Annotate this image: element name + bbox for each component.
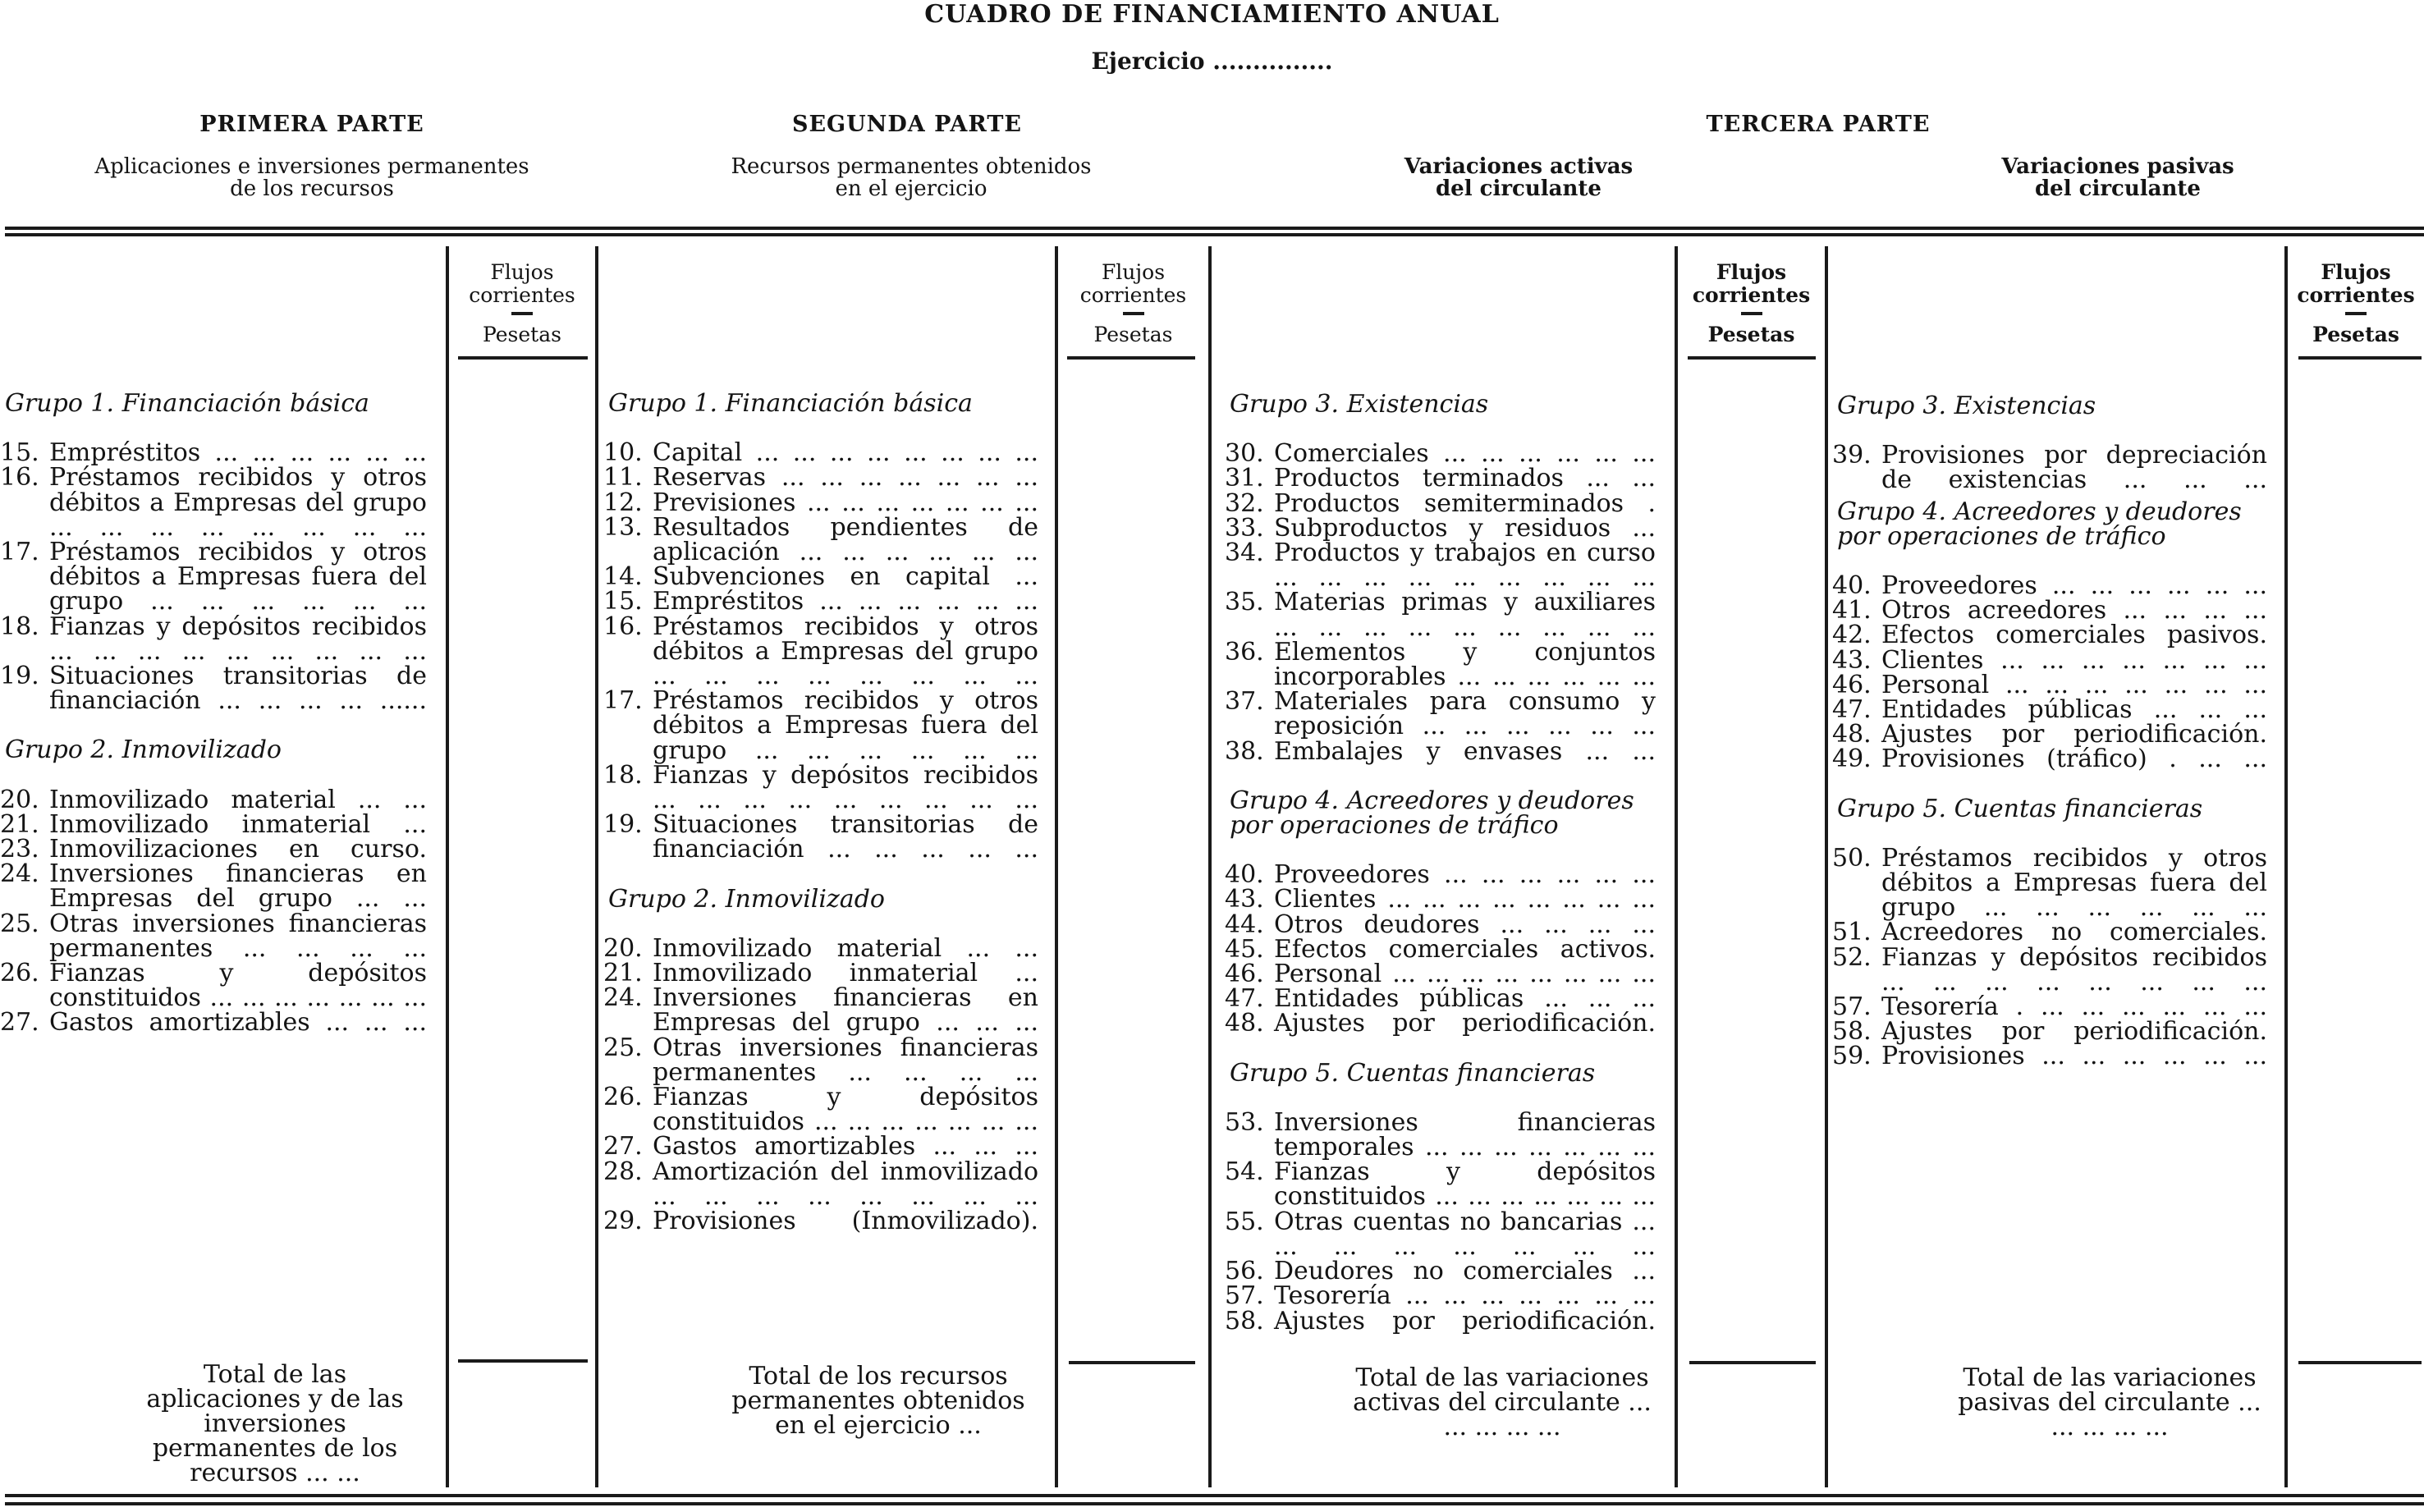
account-number: 26. — [603, 1083, 643, 1112]
account-description: Clientes ... ... ... ... ... ... ... — [1881, 645, 2267, 675]
account-description: Entidades públicas ... ... ... — [1881, 695, 2267, 725]
account-number: 58. — [1832, 1017, 1872, 1047]
account-item — [603, 1134, 1038, 1159]
account-item — [1225, 1207, 1656, 1261]
corrientes-label: corrientes — [1079, 283, 1187, 307]
account-item — [603, 686, 1038, 765]
account-number: 39. — [1832, 441, 1872, 470]
account-number: 21. — [0, 809, 39, 839]
account-number: 32. — [1225, 488, 1264, 518]
account-item — [0, 540, 427, 615]
flujos-label: Flujos — [2321, 260, 2391, 284]
account-description: Productos semiterminados . — [1274, 488, 1656, 518]
account-number: 20. — [0, 785, 39, 814]
account-number: 18. — [603, 760, 643, 790]
account-number: 25. — [0, 909, 39, 938]
flujos-header-3 — [1678, 261, 1825, 346]
group-heading: Grupo 1. Financiación básica — [5, 389, 369, 418]
account-description: Fianzas y depósitos constituidos ... ... ... ... ... ... ... — [1274, 1157, 1656, 1212]
account-number: 14. — [603, 562, 643, 592]
account-item — [603, 933, 1038, 963]
account-item — [0, 438, 427, 468]
account-item — [1225, 637, 1656, 692]
account-description: Provisiones por depreciación de existencias ... ... ... — [1881, 441, 2267, 495]
account-item — [1225, 984, 1656, 1014]
account-item — [1225, 1306, 1656, 1336]
account-description: Fianzas y depósitos recibidos ... ... ... ... ... ... ... ... ... — [653, 760, 1038, 815]
pasivas-subtitle-line-2: del circulante — [2035, 176, 2201, 201]
account-description: Deudores no comerciales ... — [1274, 1257, 1656, 1286]
account-number: 37. — [1225, 687, 1264, 717]
account-description: Efectos comerciales pasivos. — [1881, 621, 2267, 650]
total-rule-2 — [1069, 1361, 1195, 1364]
account-description: Fianzas y depósitos constituidos ... ... ... ... ... ... ... — [49, 959, 427, 1013]
account-description: Situaciones transitorias de financiación ... ... ... ... ...... — [49, 662, 427, 716]
account-item — [1832, 992, 2267, 1022]
column-recursos — [603, 389, 1038, 1236]
total-aplicaciones: Total de las aplicaciones y de las inversiones permanentes de los recursos ... ... — [146, 1360, 404, 1487]
account-item — [1832, 920, 2267, 945]
account-number: 48. — [1832, 720, 1872, 749]
total-activas: Total de las variaciones activas del circulante ... ... ... ... ... — [1353, 1363, 1652, 1441]
account-item — [603, 983, 1038, 1038]
account-number: 41. — [1832, 596, 1872, 625]
pasivas-subtitle-line-1: Variaciones pasivas — [2001, 154, 2234, 179]
account-number: 40. — [1225, 860, 1264, 890]
account-description: Inversiones financieras temporales ... ... ... ... ... ... ... — [1274, 1107, 1656, 1162]
group-heading: Grupo 1. Financiación básica — [608, 389, 973, 418]
account-description: Elementos y conjuntos incorporables ... ... ... ... ... ... — [1274, 637, 1656, 692]
account-description: Otras cuentas no bancarias ... ... ... ... ... ... ... ... — [1274, 1207, 1656, 1261]
account-item — [603, 438, 1038, 468]
account-description: Provisiones (Inmovilizado). — [653, 1207, 1038, 1236]
account-number: 52. — [1832, 942, 1872, 972]
account-description: Ajustes por periodificación. — [1274, 1009, 1656, 1038]
account-description: Personal ... ... ... ... ... ... ... — [1881, 670, 2267, 699]
segunda-subtitle-line-2: en el ejercicio — [835, 176, 987, 201]
page-title: CUADRO DE FINANCIAMIENTO ANUAL — [924, 0, 1500, 29]
account-number: 58. — [1225, 1306, 1264, 1336]
group-heading: Grupo 2. Inmovilizado — [608, 884, 885, 914]
account-item — [603, 961, 1038, 986]
account-description: Otras inversiones financieras permanentes ... ... ... ... — [49, 909, 427, 963]
flujos-header-1 — [449, 261, 595, 346]
account-number: 10. — [603, 438, 643, 468]
primera-subtitle-line-2: de los recursos — [230, 176, 394, 201]
account-item — [1225, 1011, 1656, 1036]
account-item — [0, 612, 427, 666]
account-description: Comerciales ... ... ... ... ... ... — [1274, 439, 1656, 469]
account-item — [0, 1008, 427, 1038]
account-description: Efectos comerciales activos. — [1274, 934, 1656, 964]
account-item — [0, 859, 427, 914]
account-number: 19. — [603, 810, 643, 840]
flujos-label: Flujos — [490, 260, 554, 284]
account-description: Embalajes y envases ... ... — [1274, 736, 1656, 766]
account-number: 24. — [0, 859, 39, 889]
column-aplicaciones — [0, 389, 427, 1038]
account-number: 47. — [1225, 984, 1264, 1014]
account-number: 13. — [603, 512, 643, 542]
account-description: Entidades públicas ... ... ... — [1274, 984, 1656, 1014]
account-item — [603, 810, 1038, 864]
account-description: Capital ... ... ... ... ... ... ... ... — [653, 438, 1038, 468]
column-divider-6 — [1825, 246, 1828, 1487]
corrientes-label: corrientes — [469, 283, 575, 307]
account-description: Proveedores ... ... ... ... ... ... — [1881, 571, 2267, 601]
account-description: Resultados pendientes de aplicación ... ... ... ... ... ... — [653, 512, 1038, 567]
account-item — [0, 909, 427, 963]
corrientes-label: corrientes — [2297, 283, 2415, 307]
tercera-parte-title: TERCERA PARTE — [1706, 112, 1931, 137]
account-item — [1832, 571, 2267, 601]
column-divider-7 — [2284, 246, 2288, 1487]
account-description: Gastos amortizables ... ... ... — [49, 1008, 427, 1038]
group-heading: Grupo 5. Cuentas financieras — [1837, 794, 2203, 823]
account-number: 42. — [1832, 621, 1872, 650]
account-number: 30. — [1225, 439, 1264, 469]
account-description: Fianzas y depósitos recibidos ... ... ... ... ... ... ... ... — [1881, 942, 2267, 997]
account-number: 49. — [1832, 745, 1872, 774]
account-number: 54. — [1225, 1157, 1264, 1187]
footer-rule-bottom — [5, 1502, 2424, 1505]
account-item — [0, 809, 427, 839]
account-item — [1832, 747, 2267, 772]
account-item — [603, 512, 1038, 567]
pesetas-label: Pesetas — [2312, 323, 2399, 346]
account-item — [1832, 843, 2267, 923]
account-description: Subvenciones en capital ... — [653, 562, 1038, 592]
flujos-label: Flujos — [1716, 260, 1787, 284]
account-description: Materiales para consumo y reposición ... ... ... ... ... ... — [1274, 687, 1656, 741]
account-number: 53. — [1225, 1107, 1264, 1137]
account-description: Inmovilizado inmaterial ... — [49, 809, 427, 839]
account-number: 16. — [603, 612, 643, 641]
flujos-header-2 — [1058, 261, 1208, 346]
pasivas-subtitle — [1913, 156, 2323, 200]
account-item — [1225, 1157, 1656, 1212]
activas-subtitle-line-2: del circulante — [1436, 176, 1601, 201]
account-number: 16. — [0, 463, 39, 493]
group-heading: Grupo 3. Existencias — [1837, 392, 2096, 420]
account-number: 20. — [603, 933, 643, 963]
account-description: Reservas ... ... ... ... ... ... ... — [653, 463, 1038, 493]
account-item — [1832, 1044, 2267, 1069]
account-item — [1225, 1281, 1656, 1311]
account-number: 19. — [0, 662, 39, 691]
column-variaciones-activas — [1225, 392, 1656, 1334]
account-number: 17. — [603, 686, 643, 716]
account-item — [1225, 538, 1656, 593]
activas-subtitle-line-1: Variaciones activas — [1404, 154, 1634, 179]
account-description: Otras inversiones financieras permanentes ... ... ... ... — [653, 1033, 1038, 1087]
account-item — [1832, 1017, 2267, 1047]
account-description: Inversiones financieras en Empresas del grupo ... ... — [49, 859, 427, 914]
account-item — [1225, 513, 1656, 543]
account-number: 47. — [1832, 695, 1872, 725]
account-item — [1225, 687, 1656, 741]
account-description: Situaciones transitorias de financiación ... ... ... ... ... — [653, 810, 1038, 864]
account-description: Ajustes por periodificación. — [1881, 1017, 2267, 1047]
account-number: 29. — [603, 1207, 643, 1236]
account-item — [1225, 909, 1656, 939]
account-item — [603, 562, 1038, 592]
account-number: 27. — [603, 1132, 643, 1161]
account-item — [0, 662, 427, 716]
account-description: Inmovilizaciones en curso. — [49, 835, 427, 864]
pesetas-label: Pesetas — [483, 323, 561, 346]
account-number: 44. — [1225, 909, 1264, 939]
account-number: 45. — [1225, 934, 1264, 964]
footer-rule-top — [5, 1494, 2424, 1497]
corrientes-label: corrientes — [1692, 283, 1811, 307]
account-description: Inmovilizado material ... ... — [653, 933, 1038, 963]
account-description: Gastos amortizables ... ... ... — [653, 1132, 1038, 1161]
account-item — [1832, 942, 2267, 997]
header-rule-bottom — [5, 233, 2424, 236]
account-item — [0, 465, 427, 540]
group-heading: Grupo 2. Inmovilizado — [5, 735, 282, 765]
account-item — [1225, 887, 1656, 912]
account-number: 46. — [1225, 960, 1264, 989]
account-item — [1832, 598, 2267, 623]
header-rule-top — [5, 227, 2424, 230]
account-item — [1832, 722, 2267, 747]
account-number: 21. — [603, 959, 643, 988]
flujos-header-4 — [2288, 261, 2424, 346]
ejercicio-label: Ejercicio ............... — [1091, 48, 1333, 75]
account-description: Empréstitos ... ... ... ... ... ... — [653, 587, 1038, 616]
total-rule-1 — [458, 1359, 588, 1363]
account-description: Materias primas y auxiliares ... ... ... ... ... ... ... ... ... — [1274, 588, 1656, 642]
column-divider-5 — [1675, 246, 1678, 1487]
account-number: 57. — [1225, 1281, 1264, 1311]
account-item — [0, 959, 427, 1013]
account-item — [603, 1157, 1038, 1211]
account-item — [1832, 695, 2267, 725]
account-item — [1225, 1107, 1656, 1162]
group-heading: Grupo 3. Existencias — [1230, 390, 1489, 419]
segunda-parte-title: SEGUNDA PARTE — [791, 112, 1023, 137]
primera-subtitle-line-1: Aplicaciones e inversiones permanentes — [94, 154, 529, 179]
account-description: Tesorería . ... ... ... ... ... ... — [1881, 992, 2267, 1022]
account-number: 46. — [1832, 670, 1872, 699]
account-number: 34. — [1225, 538, 1264, 568]
account-description: Fianzas y depósitos recibidos ... ... ... ... ... ... ... ... ... — [49, 612, 427, 666]
account-number: 31. — [1225, 464, 1264, 493]
account-item — [0, 785, 427, 814]
column-divider-3 — [1055, 246, 1058, 1487]
account-item — [603, 589, 1038, 614]
account-number: 15. — [603, 587, 643, 616]
account-description: Productos terminados ... ... — [1274, 464, 1656, 493]
account-description: Ajustes por periodificación. — [1274, 1306, 1656, 1336]
account-description: Amortización del inmovilizado ... ... ... ... ... ... ... ... — [653, 1157, 1038, 1211]
account-item — [603, 612, 1038, 691]
account-item — [1225, 860, 1656, 890]
account-number: 56. — [1225, 1257, 1264, 1286]
account-item — [1225, 588, 1656, 642]
pesetas-label: Pesetas — [1093, 323, 1173, 346]
account-number: 43. — [1832, 645, 1872, 675]
group-heading: Grupo 4. Acreedores y deudores por operaciones de tráfico — [1230, 786, 1634, 841]
account-description: Inmovilizado inmaterial ... — [653, 959, 1038, 988]
account-description: Proveedores ... ... ... ... ... ... — [1274, 860, 1656, 890]
account-description: Préstamos recibidos y otros débitos a Empresas del grupo ... ... ... ... ... ... ... ... — [49, 463, 427, 542]
account-number: 27. — [0, 1008, 39, 1038]
account-number: 36. — [1225, 637, 1264, 667]
activas-subtitle — [1313, 156, 1724, 200]
account-description: Inversiones financieras en Empresas del grupo ... ... ... — [653, 983, 1038, 1038]
account-description: Préstamos recibidos y otros débitos a Empresas fuera del grupo ... ... ... ... ... ... — [1881, 843, 2267, 923]
flujos-rule-1 — [458, 356, 588, 360]
primera-parte-subtitle — [49, 156, 575, 200]
account-description: Clientes ... ... ... ... ... ... ... ... — [1274, 885, 1656, 914]
column-divider-2 — [595, 246, 598, 1487]
segunda-subtitle-line-1: Recursos permanentes obtenidos — [731, 154, 1092, 179]
account-item — [1225, 466, 1656, 491]
account-number: 28. — [603, 1157, 643, 1186]
column-divider-1 — [446, 246, 449, 1487]
account-number: 12. — [603, 488, 643, 517]
column-variaciones-pasivas — [1832, 394, 2267, 1070]
account-item — [603, 1209, 1038, 1234]
account-number: 26. — [0, 959, 39, 988]
account-item — [1832, 623, 2267, 648]
flujos-label: Flujos — [1101, 260, 1166, 284]
account-number: 23. — [0, 835, 39, 864]
account-item — [1225, 488, 1656, 518]
primera-parte-title: PRIMERA PARTE — [199, 112, 424, 137]
account-number: 50. — [1832, 843, 1872, 873]
account-item — [1832, 670, 2267, 699]
account-number: 59. — [1832, 1042, 1872, 1071]
account-item — [1225, 962, 1656, 987]
account-item — [1225, 934, 1656, 964]
account-description: Tesorería ... ... ... ... ... ... ... — [1274, 1281, 1656, 1311]
account-item — [603, 1083, 1038, 1137]
account-number: 17. — [0, 538, 39, 567]
account-description: Ajustes por periodificación. — [1881, 720, 2267, 749]
account-description: Acreedores no comerciales. — [1881, 918, 2267, 947]
account-item — [603, 463, 1038, 493]
account-item — [1225, 736, 1656, 766]
account-number: 48. — [1225, 1009, 1264, 1038]
account-description: Otros acreedores ... ... ... ... — [1881, 596, 2267, 625]
flujos-rule-3 — [1688, 356, 1816, 360]
total-rule-4 — [2298, 1361, 2422, 1364]
account-description: Subproductos y residuos ... — [1274, 513, 1656, 543]
account-item — [603, 760, 1038, 815]
account-number: 55. — [1225, 1207, 1264, 1236]
account-number: 51. — [1832, 918, 1872, 947]
flujos-rule-2 — [1067, 356, 1195, 360]
account-item — [603, 1033, 1038, 1087]
account-number: 40. — [1832, 571, 1872, 601]
account-number: 43. — [1225, 885, 1264, 914]
account-description: Productos y trabajos en curso ... ... ... ... ... ... ... ... ... — [1274, 538, 1656, 593]
account-number: 38. — [1225, 736, 1264, 766]
account-number: 24. — [603, 983, 643, 1013]
flujos-rule-4 — [2298, 356, 2422, 360]
account-number: 15. — [0, 438, 39, 468]
account-description: Préstamos recibidos y otros débitos a Empresas fuera del grupo ... ... ... ... ... ... — [653, 686, 1038, 765]
total-rule-3 — [1689, 1361, 1816, 1364]
account-description: Provisiones (tráfico) . ... ... — [1881, 745, 2267, 774]
account-description: Inmovilizado material ... ... — [49, 785, 427, 814]
group-heading: Grupo 4. Acreedores y deudores por operaciones de tráfico — [1837, 497, 2242, 551]
account-item — [1832, 645, 2267, 675]
total-pasivas: Total de las variaciones pasivas del circulante ... ... ... ... ... — [1958, 1363, 2261, 1441]
account-item — [1225, 1259, 1656, 1284]
column-divider-4 — [1208, 246, 1212, 1487]
account-description: Previsiones ... ... ... ... ... ... ... — [653, 488, 1038, 517]
pesetas-label: Pesetas — [1707, 323, 1795, 346]
group-heading: Grupo 5. Cuentas financieras — [1230, 1058, 1596, 1088]
account-number: 57. — [1832, 992, 1872, 1022]
account-description: Otros deudores ... ... ... ... — [1274, 909, 1656, 939]
account-item — [1225, 439, 1656, 469]
account-description: Préstamos recibidos y otros débitos a Empresas fuera del grupo ... ... ... ... ... ... — [49, 538, 427, 616]
account-description: Personal ... ... ... ... ... ... ... ... — [1274, 960, 1656, 989]
account-description: Empréstitos ... ... ... ... ... ... — [49, 438, 427, 468]
account-description: Fianzas y depósitos constituidos ... ... ... ... ... ... ... — [653, 1083, 1038, 1137]
account-item — [1832, 443, 2267, 493]
account-number: 18. — [0, 612, 39, 641]
account-number: 35. — [1225, 588, 1264, 617]
account-number: 25. — [603, 1033, 643, 1062]
account-item — [0, 837, 427, 862]
account-description: Préstamos recibidos y otros débitos a Empresas del grupo ... ... ... ... ... ... ... ... — [653, 612, 1038, 691]
account-number: 11. — [603, 463, 643, 493]
account-description: Provisiones ... ... ... ... ... ... — [1881, 1042, 2267, 1071]
total-recursos: Total de los recursos permanentes obtenidos en el ejercicio ... — [731, 1362, 1025, 1440]
account-number: 33. — [1225, 513, 1264, 543]
segunda-parte-subtitle — [681, 156, 1141, 200]
account-item — [603, 488, 1038, 517]
